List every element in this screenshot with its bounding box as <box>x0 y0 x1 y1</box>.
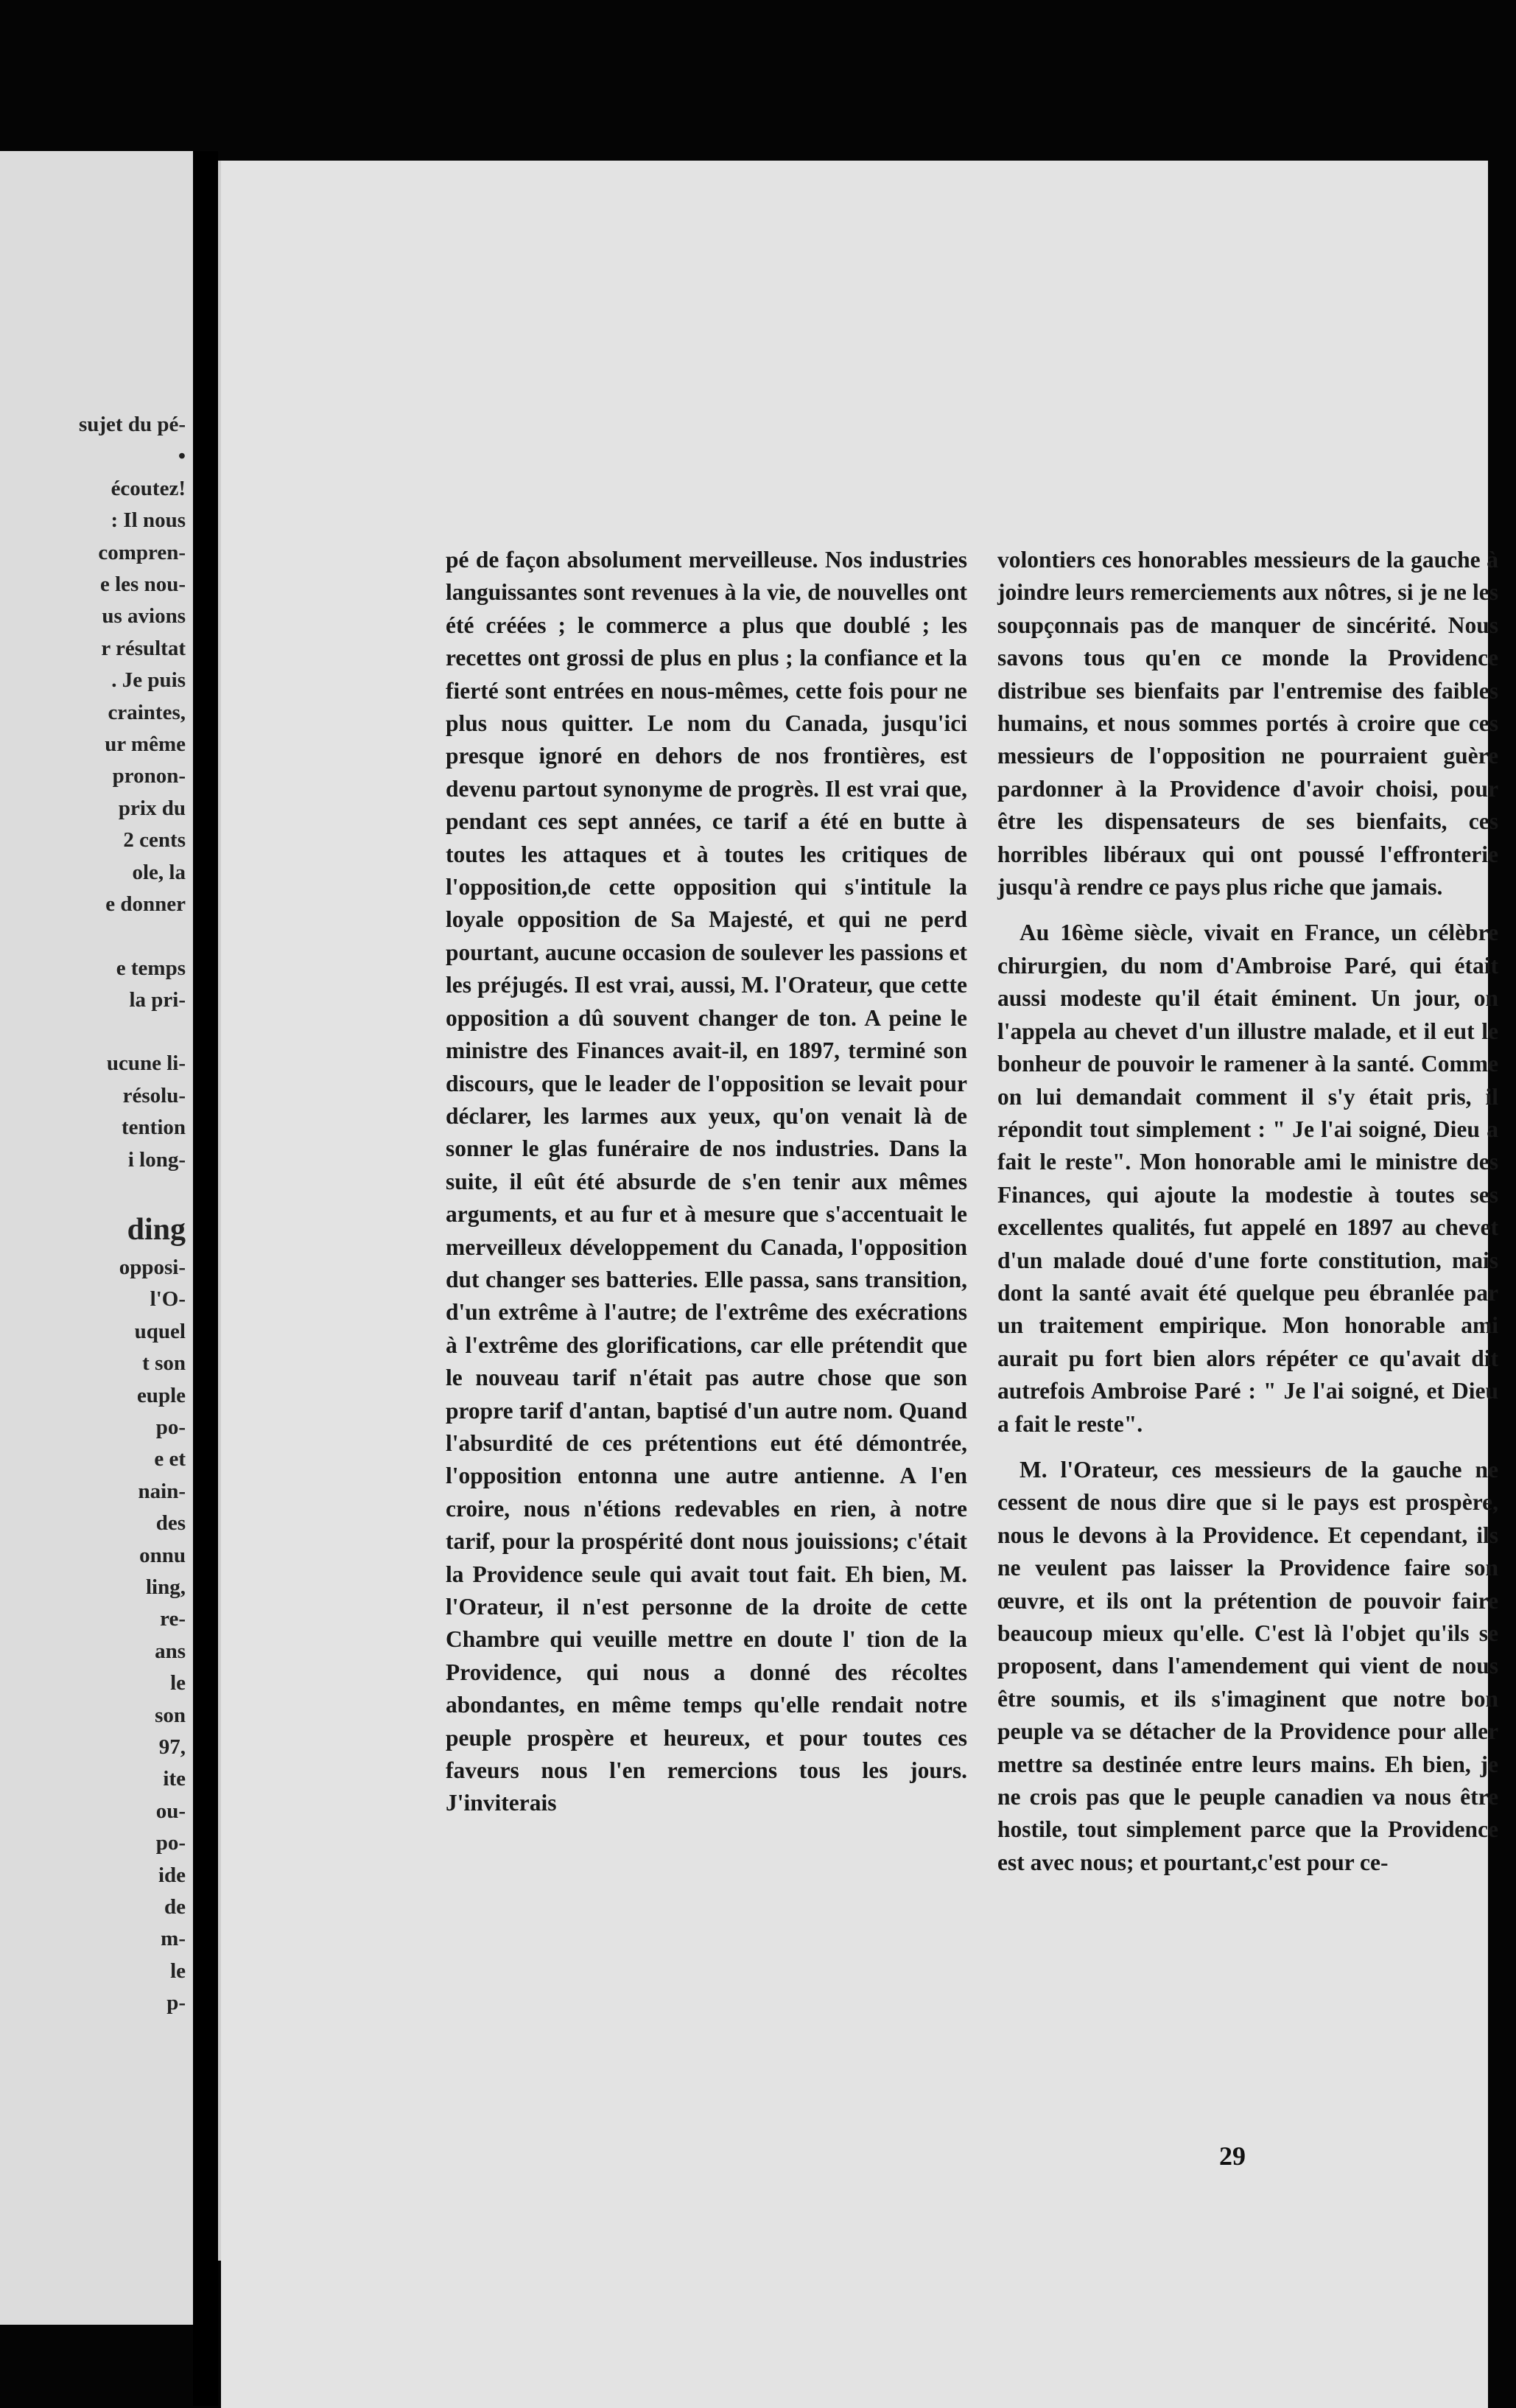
left-fragment-line <box>1 1016 186 1048</box>
left-fragment-line: uquel <box>134 1319 186 1343</box>
left-fragment-line: de <box>164 1895 186 1919</box>
left-fragment-line: craintes, <box>108 700 186 724</box>
left-page-fragment <box>0 151 193 2325</box>
left-fragment-line: résolu- <box>122 1083 186 1107</box>
right-page <box>221 161 1498 2408</box>
left-fragment-line: p- <box>166 1991 186 2015</box>
page-number: 29 <box>1219 2141 1246 2171</box>
left-fragment-line: m- <box>161 1927 186 1951</box>
left-fragment-line: son <box>155 1703 186 1727</box>
left-fragment-line: e temps <box>116 956 186 980</box>
text-column-right <box>997 544 1498 1879</box>
left-fragment-line: compren- <box>98 540 186 564</box>
left-fragment-line: 97, <box>158 1735 186 1760</box>
left-fragment-line <box>1 1176 186 1208</box>
text-column-left <box>446 544 967 1820</box>
left-fragment-line: t son <box>142 1351 186 1376</box>
left-fragment-line: i long- <box>127 1147 186 1172</box>
left-fragment-line: 2 cents <box>123 828 186 853</box>
left-fragment-line: ling, <box>146 1575 186 1599</box>
paragraph: pé de façon absolument merveilleuse. Nos industries languissantes sont revenues à la vie, de nouvelles ont été créées ; le commerce a plus que doublé ; les recettes ont grossi de plus en plus ; la confiance et la fierté sont entrées en nous-mêmes, cette fois pour ne plus nous quitter. Le nom du Canada, jusqu'ici presque ignoré en dehors de nos frontières, est devenu partout synonyme de progrès. Il est vrai que, pendant ces sept années, ce tarif a été en butte à toutes les attaques et à toutes les critiques de l'opposition,de cette opposition qui s'intitule la loyale opposition de Sa Majesté, et qui ne perd pourtant, aucune occasion de soulever les passions et les préjugés. Il est vrai, aussi, M. l'Orateur, que cette opposition a dû souvent changer de ton. A peine le ministre des Finances avait-il, en 1897, terminé son discours, que le leader de l'opposition se levait pour déclarer, les larmes aux yeux, qu'on venait là de sonner le glas funéraire de nos industries. Dans la suite, il eût été absurde de s'en tenir aux mêmes arguments, et au fur et à mesure que s'accentuait le merveilleux développement du Canada, l'opposition dut changer ses batteries. Elle passa, sans transition, d'un extrême à l'autre; de l'extrême des exécrations à l'extrême des glorifications, car elle prétendit que le nouveau tarif n'était pas autre chose que son propre tarif d'antan, baptisé d'un autre nom. Quand l'absurdité de ces prétentions eut été démontrée, l'opposition entonna une autre antienne. A l'en croire, nous n'étions redevables en rien, à notre tarif, pour la prospérité dont nous jouissions; c'était la Providence seule qui avait tout fait. Eh bien, M. l'Orateur, il n'est personne de la droite de cette Chambre qui veuille mettre en doute l' tion de la Providence, qui nous a donné des récoltes abondantes, en même temps qu'elle rendait notre peuple prospère et heureux, et pour toutes ces faveurs nous l'en remercions tous les jours. J'inviterais <box>446 547 967 1816</box>
left-fragment-line: nain- <box>138 1479 186 1503</box>
left-fragment-line: sujet du pé- <box>78 413 186 436</box>
left-fragment-line: e et <box>154 1447 186 1471</box>
left-fragment-line: ite <box>163 1767 186 1791</box>
left-fragment-line: euple <box>136 1383 186 1407</box>
left-fragment-line: opposi- <box>119 1255 186 1279</box>
left-fragment-line: re- <box>160 1607 186 1631</box>
left-fragment-line: le <box>170 1959 186 1983</box>
left-fragment-line: ou- <box>155 1799 186 1823</box>
paragraph: volontiers ces honorables messieurs de la gauche à joindre leurs remerciements aux nôtres, si je ne les soupçonnais pas de manquer de sincérité. Nous savons tous qu'en ce monde la Providence distribue ses bienfaits par l'entremise des faibles humains, et nous sommes portés à croire que ces messieurs de l'opposition ne pourraient guère pardonner à la Providence d'avoir choisi, pour être les dispensateurs de ses bienfaits, ces horribles libéraux qui ont poussé l'effronterie jusqu'à rendre ce pays plus riche que jamais. <box>997 547 1498 900</box>
left-fragment-line: tention <box>122 1116 186 1140</box>
paragraph: Au 16ème siècle, vivait en France, un célèbre chirurgien, du nom d'Ambroise Paré, qui était aussi modeste qu'il était éminent. Un jour, on l'appela au chevet d'un illustre malade, et il eut le bonheur de pouvoir le ramener à la santé. Comme on lui demandait comment il s'y était pris, il répondit tout simplement : " Je l'ai soigné, Dieu a fait le reste". Mon honorable ami le ministre des Finances, qui ajoute la modestie à toutes ses excellentes qualités, fut appelé en 1897 au chevet d'un malade doué d'une forte constitution, mais dont la santé avait été quelque peu ébranlée par un traitement empirique. Mon honorable ami aurait pu fort bien alors répéter ce qu'avait dit autrefois Ambroise Paré : " Je l'ai soigné, et Dieu a fait le reste". <box>997 920 1498 1437</box>
left-fragment-line: e les nou- <box>100 573 186 597</box>
left-fragment-line: ans <box>155 1639 186 1663</box>
left-fragment-line: ole, la <box>132 860 186 884</box>
left-fragment-line: • <box>178 444 186 469</box>
left-fragment-line: : Il nous <box>110 508 186 533</box>
left-fragment-line: . Je puis <box>111 668 186 693</box>
left-fragment-line: ucune li- <box>106 1051 186 1076</box>
left-fragment-line: l'O- <box>150 1287 186 1312</box>
left-fragment-line: le <box>170 1671 186 1695</box>
left-fragment-line: ding <box>127 1212 186 1247</box>
left-fragment-line: des <box>155 1511 186 1536</box>
paragraph: M. l'Orateur, ces messieurs de la gauche ne cessent de nous dire que si le pays est prospère, nous le devons à la Providence. Et cependant, ils ne veulent pas laisser la Providence faire son œuvre, et ils ont la prétention de pouvoir faire beaucoup mieux qu'elle. C'est là l'objet qu'ils se proposent, dans l'amendement qui vient de nous être soumis, et ils s'imaginent que notre bon peuple va se détacher de la Providence pour aller mettre sa destinée entre leurs mains. Eh bien, je ne crois pas que le peuple canadien va nous être hostile, tout simplement parce que la Providence est avec nous; et pourtant,c'est pour ce- <box>997 1456 1498 1875</box>
left-fragment-line: e donner <box>105 892 186 917</box>
left-fragment-line: prix du <box>118 796 186 820</box>
left-fragment-line: po- <box>155 1415 186 1439</box>
left-page-text <box>1 409 186 2020</box>
left-fragment-line: ide <box>158 1863 186 1887</box>
left-fragment-line: po- <box>155 1831 186 1855</box>
left-fragment-line: onnu <box>139 1543 186 1567</box>
left-fragment-line: us avions <box>102 604 186 629</box>
left-fragment-line: ur même <box>105 732 186 757</box>
book-spine <box>193 151 218 2406</box>
left-fragment-line: r résultat <box>101 636 186 660</box>
left-fragment-line <box>1 921 186 953</box>
left-fragment-line: la pri- <box>129 987 186 1012</box>
left-fragment-line: pronon- <box>112 764 186 788</box>
left-fragment-line: écoutez! <box>110 476 186 500</box>
